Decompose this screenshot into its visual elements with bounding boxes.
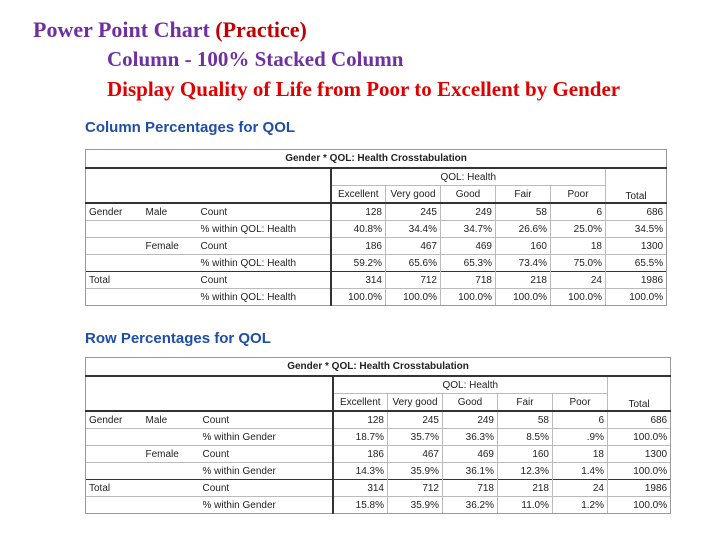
table-cell: 58: [496, 203, 551, 221]
table-cell: 100.0%: [496, 289, 551, 306]
row-variable-label: [86, 255, 143, 272]
table-cell: 11.0%: [498, 497, 553, 514]
table-cell: 1300: [608, 446, 671, 463]
table-cell: 100.0%: [331, 289, 386, 306]
table-cell: 40.8%: [331, 221, 386, 238]
table-cell: 100.0%: [441, 289, 496, 306]
row-group-label: Male: [143, 203, 198, 221]
table-cell: 25.0%: [551, 221, 606, 238]
table-cell: 467: [386, 238, 441, 255]
table-cell: 73.4%: [496, 255, 551, 272]
table-cell: 718: [441, 272, 496, 289]
row-statistic-label: Count: [198, 238, 331, 255]
table-cell: 1.2%: [553, 497, 608, 514]
header-group: QOL: Health: [331, 168, 606, 186]
column-header: Very good: [386, 186, 441, 204]
row-statistic-label: Count: [200, 480, 333, 497]
table-cell: 314: [333, 480, 388, 497]
crosstab-table-column-percentages: [85, 149, 667, 306]
table-cell: 12.3%: [498, 463, 553, 480]
table-cell: 59.2%: [331, 255, 386, 272]
table-cell: 24: [551, 272, 606, 289]
table-cell: 36.3%: [443, 429, 498, 446]
table-cell: 8.5%: [498, 429, 553, 446]
table-row: [86, 221, 667, 238]
table-cell: 186: [331, 238, 386, 255]
table-cell: 469: [441, 238, 496, 255]
table-cell: 718: [443, 480, 498, 497]
table-cell: 100.0%: [386, 289, 441, 306]
row-variable-label: [86, 429, 143, 446]
table-cell: 58: [498, 411, 553, 429]
table-cell: 186: [333, 446, 388, 463]
table-cell: 65.5%: [606, 255, 667, 272]
slide-subtitle: Column - 100% Stacked Column: [107, 47, 404, 71]
row-variable-label: Gender: [86, 203, 143, 221]
column-header: Fair: [498, 394, 553, 412]
table-row: [86, 480, 671, 497]
table-cell: 35.7%: [388, 429, 443, 446]
table-row: [86, 411, 671, 429]
column-header: Very good: [388, 394, 443, 412]
row-group-label: Female: [143, 446, 200, 463]
row-statistic-label: % within Gender: [200, 497, 333, 514]
table-cell: 15.8%: [333, 497, 388, 514]
table-cell: 14.3%: [333, 463, 388, 480]
table-cell: 36.1%: [443, 463, 498, 480]
column-header: Poor: [551, 186, 606, 204]
table-row: [86, 203, 667, 221]
table-cell: 245: [386, 203, 441, 221]
row-group-label: Male: [143, 411, 200, 429]
table-cell: 160: [496, 238, 551, 255]
row-group-label: [143, 480, 200, 497]
table-row: [86, 463, 671, 480]
table-cell: 100.0%: [606, 289, 667, 306]
table-cell: 1986: [608, 480, 671, 497]
row-variable-label: Total: [86, 272, 143, 289]
table-row: [86, 272, 667, 289]
row-group-label: Female: [143, 238, 198, 255]
row-statistic-label: % within Gender: [200, 429, 333, 446]
table-header-row: [86, 376, 671, 394]
table-caption: Gender * QOL: Health Crosstabulation: [86, 358, 671, 377]
table-cell: 100.0%: [608, 497, 671, 514]
row-statistic-label: Count: [200, 446, 333, 463]
table-cell: 24: [553, 480, 608, 497]
table-cell: 314: [331, 272, 386, 289]
table-cell: 218: [498, 480, 553, 497]
table-caption: Gender * QOL: Health Crosstabulation: [86, 150, 667, 169]
table-cell: 686: [608, 411, 671, 429]
table-cell: 65.3%: [441, 255, 496, 272]
table-cell: 469: [443, 446, 498, 463]
row-group-label: [143, 221, 198, 238]
table-cell: 100.0%: [608, 463, 671, 480]
row-variable-label: Gender: [86, 411, 143, 429]
slide-title-main: Power Point Chart: [33, 17, 216, 42]
row-variable-label: [86, 238, 143, 255]
table-cell: 100.0%: [551, 289, 606, 306]
table-cell: 18: [553, 446, 608, 463]
row-variable-label: [86, 463, 143, 480]
section-title-row-percentages: Row Percentages for QOL: [85, 330, 271, 347]
table-cell: 35.9%: [388, 463, 443, 480]
row-group-label: [143, 272, 198, 289]
header-total: Total: [606, 168, 667, 203]
table-row: [86, 429, 671, 446]
table-cell: 160: [498, 446, 553, 463]
table-cell: 6: [553, 411, 608, 429]
table-row: [86, 497, 671, 514]
column-header: Fair: [496, 186, 551, 204]
table-cell: 100.0%: [608, 429, 671, 446]
row-statistic-label: % within Gender: [200, 463, 333, 480]
row-variable-label: [86, 497, 143, 514]
table-cell: 249: [441, 203, 496, 221]
table-row: [86, 255, 667, 272]
header-blank: [86, 168, 331, 203]
table-cell: 249: [443, 411, 498, 429]
row-statistic-label: Count: [200, 411, 333, 429]
column-header: Excellent: [333, 394, 388, 412]
table-row: [86, 289, 667, 306]
table-cell: 712: [388, 480, 443, 497]
table-cell: 18: [551, 238, 606, 255]
table-row: [86, 238, 667, 255]
table-header-row: [86, 168, 667, 186]
table-cell: 36.2%: [443, 497, 498, 514]
table-cell: 75.0%: [551, 255, 606, 272]
crosstab-table-row-percentages: [85, 357, 671, 514]
column-header: Good: [443, 394, 498, 412]
table-cell: 34.4%: [386, 221, 441, 238]
table-cell: 467: [388, 446, 443, 463]
table-caption-row: [86, 358, 671, 377]
table-cell: 34.5%: [606, 221, 667, 238]
section-title-column-percentages: Column Percentages for QOL: [85, 119, 296, 136]
table-cell: 712: [386, 272, 441, 289]
row-group-label: [143, 255, 198, 272]
row-variable-label: [86, 221, 143, 238]
column-header: Good: [441, 186, 496, 204]
row-statistic-label: % within QOL: Health: [198, 255, 331, 272]
header-total: Total: [608, 376, 671, 411]
column-header: Excellent: [331, 186, 386, 204]
slide-title: [33, 17, 307, 43]
slide-title-practice: (Practice): [215, 17, 307, 42]
table-cell: 34.7%: [441, 221, 496, 238]
row-statistic-label: Count: [198, 203, 331, 221]
row-group-label: [143, 497, 200, 514]
table-cell: 128: [333, 411, 388, 429]
table-cell: 245: [388, 411, 443, 429]
column-header: Poor: [553, 394, 608, 412]
row-statistic-label: Count: [198, 272, 331, 289]
row-statistic-label: % within QOL: Health: [198, 289, 331, 306]
table-caption-row: [86, 150, 667, 169]
table-cell: 26.6%: [496, 221, 551, 238]
table-cell: 6: [551, 203, 606, 221]
header-group: QOL: Health: [333, 376, 608, 394]
table-cell: 18.7%: [333, 429, 388, 446]
row-group-label: [143, 463, 200, 480]
row-group-label: [143, 429, 200, 446]
row-variable-label: [86, 289, 143, 306]
row-variable-label: Total: [86, 480, 143, 497]
table-cell: 1300: [606, 238, 667, 255]
table-cell: 65.6%: [386, 255, 441, 272]
table-cell: 35.9%: [388, 497, 443, 514]
table-cell: 128: [331, 203, 386, 221]
table-cell: .9%: [553, 429, 608, 446]
table-row: [86, 446, 671, 463]
header-blank: [86, 376, 333, 411]
table-cell: 686: [606, 203, 667, 221]
slide-instruction: Display Quality of Life from Poor to Excellent by Gender: [107, 77, 621, 101]
table-cell: 1.4%: [553, 463, 608, 480]
table-cell: 1986: [606, 272, 667, 289]
row-statistic-label: % within QOL: Health: [198, 221, 331, 238]
row-group-label: [143, 289, 198, 306]
row-variable-label: [86, 446, 143, 463]
table-cell: 218: [496, 272, 551, 289]
